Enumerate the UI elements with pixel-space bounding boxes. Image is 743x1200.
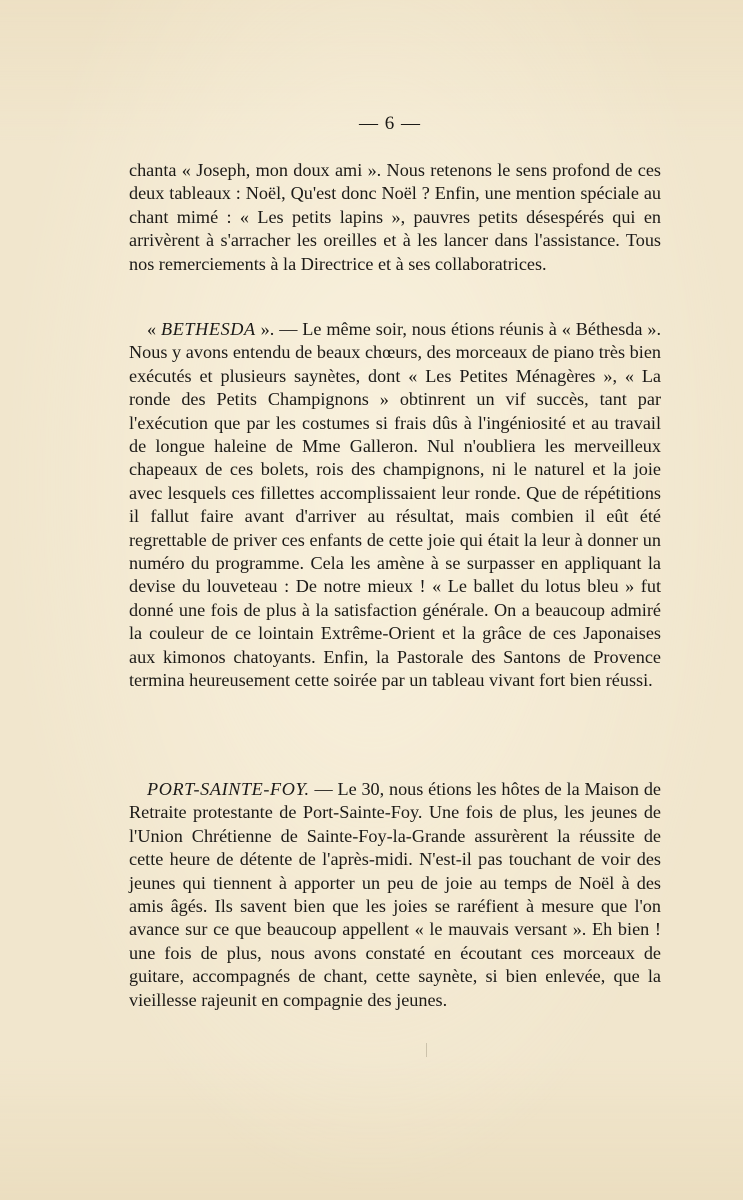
section-title-port-sainte-foy: PORT-SAINTE-FOY.	[147, 779, 310, 799]
paragraph-port-sainte-foy-text: — Le 30, nous étions les hôtes de la Maison de Retraite protestante de Port-Sainte-Foy. Une fois de plus, les jeunes de l'Union Chrétienne de Sainte-Foy-la-Grande assurèrent la réussite de cette heure de détente de l'après-midi. N'est-il pas touchant de voir des jeunes qui tiennent à apporter un peu de joie au temps de Noël à des amis âgés. Ils savent bien que les joies se raréfient à mesure que l'on avance sur ce que beaucoup appellent « le mauvais versant ». Eh bien ! une fois de plus, nous avons constaté en écoutant ces morceaux de guitare, accompagnés de chant, cette saynète, si bien enlevée, que la vieillesse rajeunit en compagnie des jeunes.	[129, 779, 661, 1010]
paragraph-bethesda-text: ». — Le même soir, nous étions réunis à « Béthesda ». Nous y avons entendu de beaux chœurs, des morceaux de piano très bien exécutés et plusieurs saynètes, dont « Les Petites Ménagères », « La ronde des Petits Champignons » obtinrent un vif succès, tant par l'exécution que par les costumes si frais dûs à l'ingéniosité et au travail de longue haleine de Mme Galleron. Nul n'oubliera les merveilleux chapeaux de ces bolets, rois des champignons, ni le naturel et la joie avec lesquels ces fillettes accomplissaient leur ronde. Que de répétitions il fallut faire avant d'arriver au résultat, mais combien il eût été regrettable de priver ces enfants de cette joie qui était la leur à donner un numéro du programme. Cela les amène à se surpasser en appliquant la devise du louveteau : De notre mieux ! « Le ballet du lotus bleu » fut donné une fois de plus à la satisfaction générale. On a beaucoup admiré la couleur de ce lointain Extrême-Orient et la grâce de ces Japonaises aux kimonos chatoyants. Enfin, la Pastorale des Santons de Provence termina heureusement cette soirée par un tableau vivant fort bien réussi.	[129, 319, 661, 691]
paragraph-bethesda	[129, 318, 661, 693]
section-title-bethesda: BETHESDA	[161, 319, 256, 339]
paper-mark	[426, 1043, 427, 1057]
paragraph-port-sainte-foy	[129, 778, 661, 1012]
paragraph-christmas-show: chanta « Joseph, mon doux ami ». Nous retenons le sens profond de ces deux tableaux : Noël, Qu'est donc Noël ? Enfin, une mention spéciale au chant mimé : « Les petits lapins », pauvres petits désespérés qui en arrivèrent à s'arracher les oreilles et à les lancer dans l'assistance. Tous nos remerciements à la Directrice et à ses collaboratrices.	[129, 160, 661, 274]
page-number: — 6 —	[359, 113, 421, 134]
quote-open: «	[147, 319, 162, 339]
